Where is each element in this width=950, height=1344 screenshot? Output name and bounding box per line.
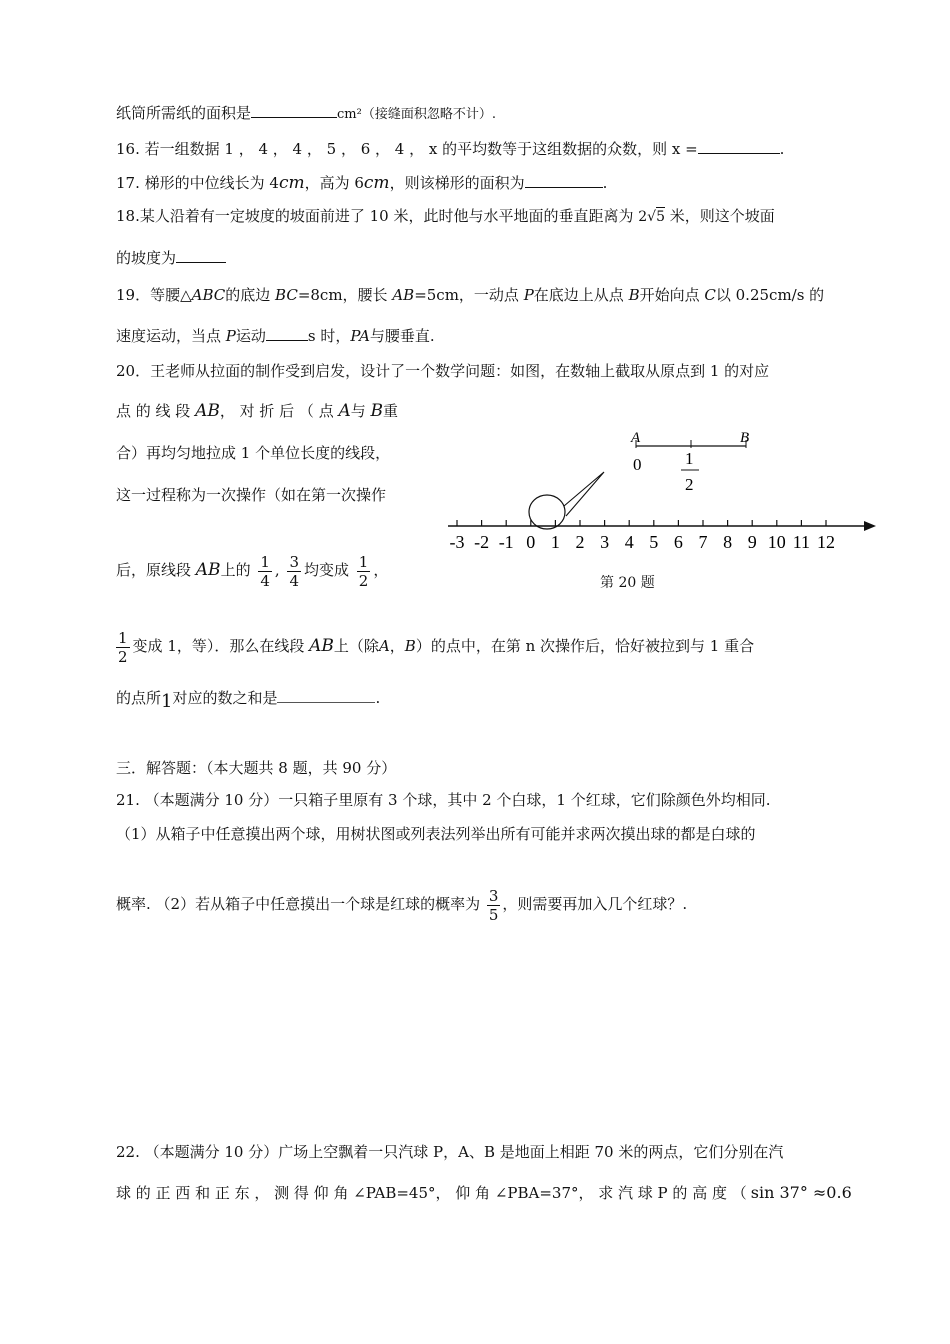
- sqrt-expression: 2√5: [638, 209, 666, 225]
- figure-caption: 第 20 题: [600, 575, 655, 591]
- answer-blank: [525, 173, 603, 188]
- magnifier-circle: [529, 495, 565, 529]
- question-21-line3: 概率. （2）若从箱子中任意摸出一个球是红球的概率为 $\frac{3}{5}$ ，则需要再加入几个红球？.: [116, 886, 688, 924]
- half-denominator: 2: [685, 475, 694, 494]
- section-heading: 三．解答题：（本大题共 8 题，共 90 分）: [116, 759, 397, 777]
- answer-blank: [176, 248, 226, 263]
- question-16: 16. 若一组数据 1 ， 4 ， 4 ， 5 ， 6 ， 4 ， x 的平均数等于这组数据的众数，则 x = .: [116, 140, 785, 158]
- question-22-line2: 球 的 正 西 和 正 东 ， 测 得 仰 角 ∠PAB=45°， 仰 角 ∠PBA=37°， 求 汽 球 P 的 高 度 （ sin 37° ≈0.6: [116, 1183, 852, 1202]
- fraction-one-quarter: $\frac{1}{4}$: [260, 552, 270, 590]
- question-18: 18.某人沿着有一定坡度的坡面前进了 10 米，此时他与水平地面的垂直距离为 2√5 米，则这个坡面: [116, 207, 775, 225]
- label-b: B: [740, 430, 750, 446]
- question-18-line2: 的坡度为: [116, 248, 226, 268]
- question-20: 20．王老师从拉面的制作受到启发，设计了一个数学问题：如图，在数轴上截取从原点到 1 的对应: [116, 362, 770, 380]
- question-17: 17. 梯形的中位线长为 4cm，高为 6cm，则该梯形的面积为 .: [116, 173, 608, 193]
- axis-tick-label: 6: [673, 532, 683, 552]
- question-20-line4: 这一过程称为一次操作（如在第一次操作: [116, 486, 387, 504]
- axis-tick-label: 11: [792, 532, 811, 552]
- axis-tick-label: -3: [449, 532, 465, 552]
- axis-tick-label: 10: [767, 532, 786, 552]
- question-20-line6: $\frac{1}{2}$ 变成 1，等）．那么在线段 AB上（除A，B）的点中，在第 n 次操作后，恰好被拉到与 1 重合: [118, 628, 755, 666]
- question-22: 22. （本题满分 10 分）广场上空飘着一只汽球 P，A、B 是地面上相距 70 米的两点，它们分别在汽: [116, 1143, 784, 1161]
- half-numerator: 1: [685, 449, 694, 468]
- question-20-line5: 后，原线段 AB上的 $\frac{1}{4}$ , $\frac{3}{4}$ 均变成 $\frac{1}{2}$ ，: [116, 552, 389, 590]
- question-21: 21. （本题满分 10 分）一只箱子里原有 3 个球，其中 2 个白球，1 个红球，它们除颜色外均相同.: [116, 791, 771, 809]
- answer-blank: [698, 139, 780, 154]
- axis-tick-label: -1: [498, 532, 514, 552]
- question-20-line3: 合）再均匀地拉成 1 个单位长度的线段，: [116, 444, 391, 462]
- question-20-line2: 点 的 线 段 AB， 对 折 后 （ 点 A与 B重: [116, 401, 399, 421]
- magnifier-handle: [564, 472, 604, 516]
- fraction-three-fifths: $\frac{3}{5}$: [488, 886, 499, 924]
- fraction-three-quarters: $\frac{3}{4}$: [289, 552, 299, 590]
- answer-blank: [251, 103, 337, 118]
- q15-tail: 纸筒所需纸的面积是 cm²（接缝面积忽略不计）.: [116, 104, 496, 122]
- question-19: 19．等腰△ABC的底边 BC=8cm，腰长 AB=5cm，一动点 P在底边上从点 B开始向点 C以 0.25cm/s 的: [116, 286, 825, 304]
- axis-tick-label: 4: [624, 532, 634, 552]
- axis-tick-label: 3: [600, 532, 610, 552]
- axis-tick-label: 9: [747, 532, 757, 552]
- axis-tick-label: 12: [817, 532, 835, 552]
- axis-tick-label: -2: [474, 532, 490, 552]
- axis-tick-label: 7: [698, 532, 708, 552]
- axis-tick-label: 8: [723, 532, 733, 552]
- answer-blank: [277, 688, 375, 703]
- axis-ticks: [450, 520, 836, 552]
- label-a: A: [631, 430, 641, 446]
- label-zero: 0: [633, 455, 642, 474]
- fraction-one-half: $\frac{1}{2}$: [358, 552, 369, 590]
- axis-tick-label: 0: [526, 532, 536, 552]
- axis-tick-label: 2: [575, 532, 585, 552]
- question-20-line7: 的点所1对应的数之和是 .: [116, 689, 381, 712]
- number-line-figure: [440, 420, 890, 600]
- question-19-line2: 速度运动，当点 P运动 s 时，PA与腰垂直.: [116, 327, 435, 345]
- axis-tick-label: 1: [550, 532, 560, 552]
- axis-arrow: [864, 521, 876, 531]
- answer-blank: [266, 326, 308, 341]
- question-21-line2: （1）从箱子中任意摸出两个球，用树状图或列表法列举出所有可能并求两次摸出球的都是白球的: [116, 825, 756, 843]
- fraction-one-half: $\frac{1}{2}$: [118, 628, 128, 666]
- axis-tick-label: 5: [649, 532, 659, 552]
